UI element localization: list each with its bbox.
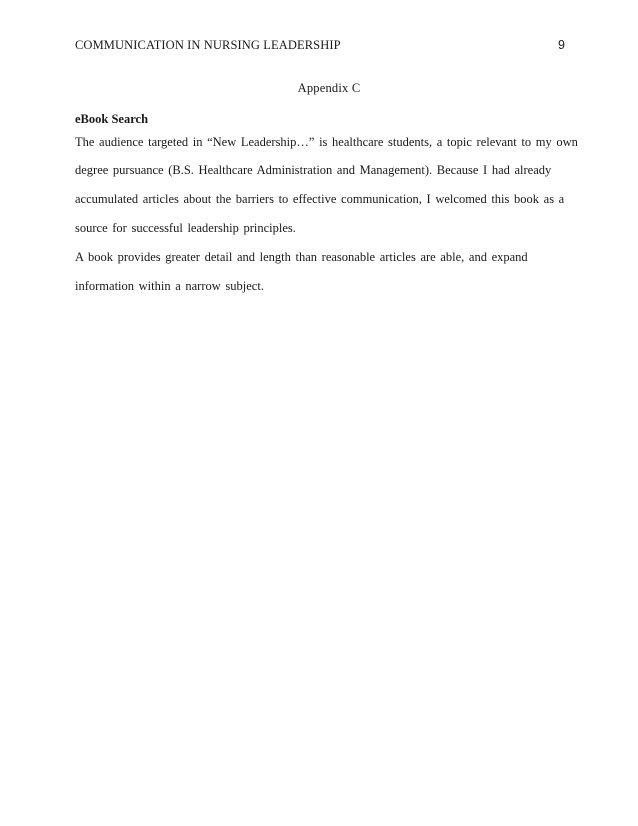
section-heading: eBook Search [75, 112, 149, 126]
running-head: COMMUNICATION IN NURSING LEADERSHIP [75, 38, 341, 52]
paragraph-line: degree pursuance (B.S. Healthcare Administration and Management). Because I had already [75, 163, 552, 177]
paragraph-line: A book provides greater detail and length than reasonable articles are able, and expand [75, 250, 528, 264]
paragraph-line: The audience targeted in “New Leadership…” is healthcare students, a topic relevant to my own [75, 135, 578, 149]
page-number: 9 [558, 38, 565, 52]
paragraph-line: source for successful leadership principles. [75, 221, 296, 235]
paragraph-line: accumulated articles about the barriers to effective communication, I welcomed this book as a [75, 192, 565, 206]
appendix-title-text: Appendix C [297, 81, 361, 95]
appendix-title [0, 81, 638, 96]
paragraph-line: information within a narrow subject. [75, 279, 264, 293]
